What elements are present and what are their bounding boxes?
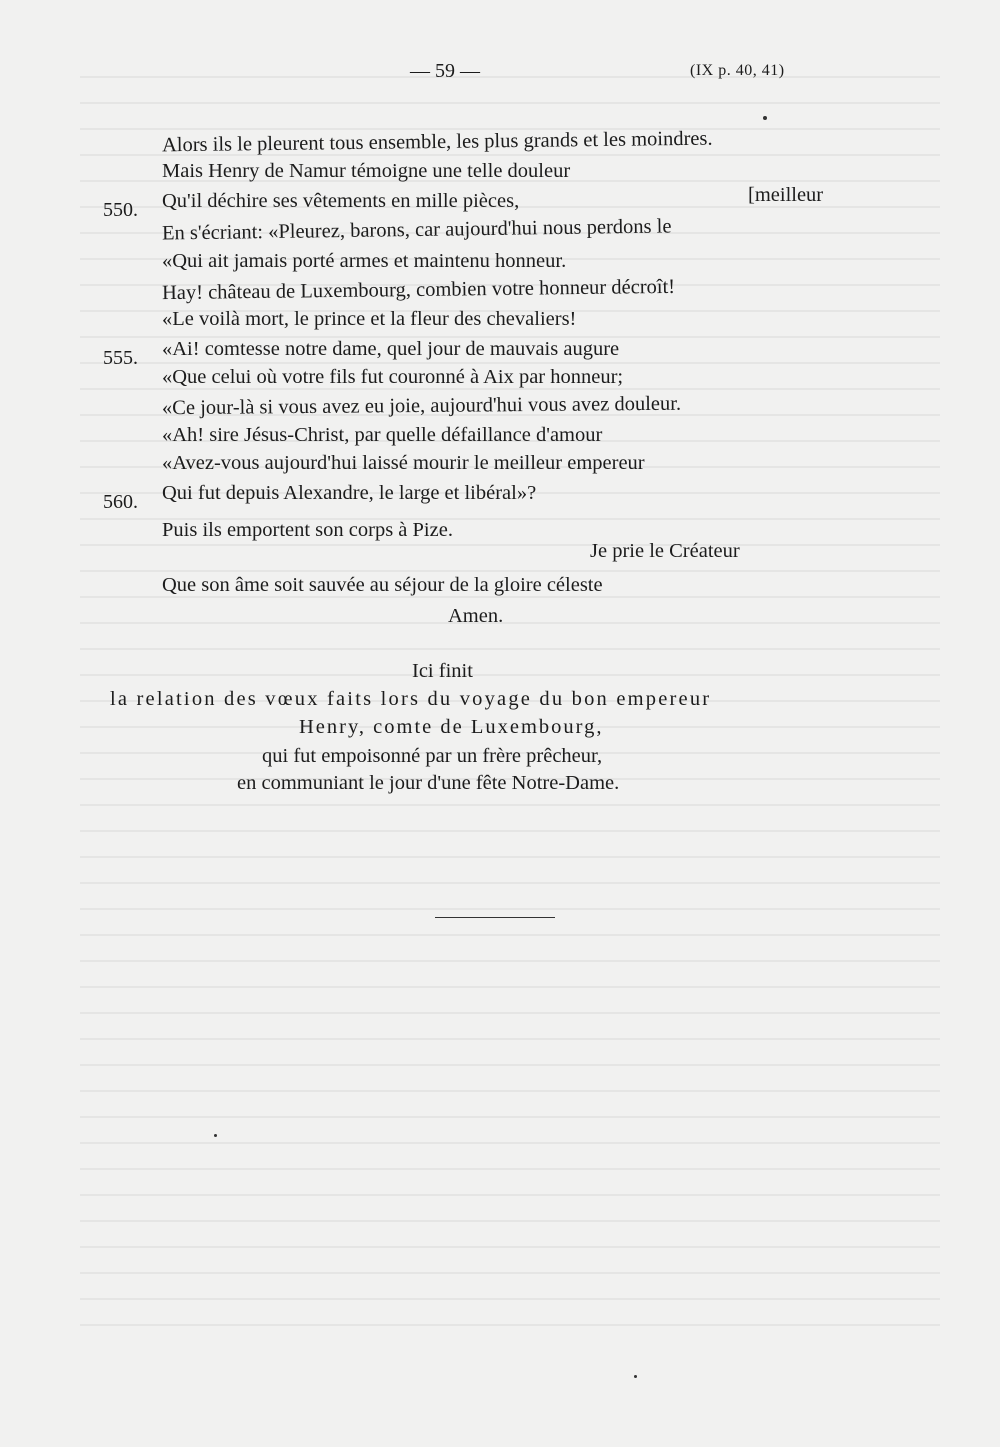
verse-line: Qu'il déchire ses vêtements en mille pièces, (162, 190, 520, 212)
verse-line: Je prie le Créateur (590, 540, 740, 562)
verse-line: «Ce jour-là si vous avez eu joie, aujourd'hui vous avez douleur. (161, 392, 682, 420)
verse-line: «Ai! comtesse notre dame, quel jour de mauvais augure (162, 338, 620, 360)
line-number: 560. (103, 491, 138, 513)
ink-speck (214, 1134, 217, 1137)
line-number: 555. (103, 347, 138, 369)
verse-line: Hay! château de Luxembourg, combien votre honneur décroît! (161, 275, 676, 305)
verse-line: Puis ils emportent son corps à Pize. (162, 519, 453, 541)
end-rule (435, 917, 555, 918)
verse-line: Que son âme soit sauvée au séjour de la gloire céleste (162, 574, 603, 596)
line-number: 550. (103, 199, 138, 221)
verse-line: Alors ils le pleurent tous ensemble, les plus grands et les moindres. (161, 127, 713, 157)
page-number: — 59 — (410, 60, 480, 82)
ink-speck (763, 116, 767, 120)
verse-line: «Avez-vous aujourd'hui laissé mourir le meilleur empereur (162, 452, 645, 474)
colophon-line: en communiant le jour d'une fête Notre-Dame. (237, 772, 620, 794)
verse-line: «Que celui où votre fils fut couronné à Aix par honneur; (162, 366, 624, 388)
colophon-line: Ici finit (412, 660, 473, 682)
verse-line: «Le voilà mort, le prince et la fleur des chevaliers! (162, 308, 577, 330)
verse-line: «Qui ait jamais porté armes et maintenu honneur. (162, 250, 567, 272)
verse-line: Mais Henry de Namur témoigne une telle douleur (162, 160, 571, 182)
verse-line: Amen. (448, 605, 504, 627)
verse-line: En s'écriant: «Pleurez, barons, car aujourd'hui nous perdons le (161, 215, 672, 245)
colophon-line: la relation des vœux faits lors du voyage du bon empereur (110, 688, 712, 710)
colophon-line: Henry, comte de Luxembourg, (299, 716, 604, 738)
colophon-line: qui fut empoisonné par un frère prêcheur, (262, 745, 603, 767)
verse-line: «Ah! sire Jésus-Christ, par quelle défaillance d'amour (162, 424, 603, 446)
ink-speck (634, 1375, 637, 1378)
page-reference: (IX p. 40, 41) (690, 62, 785, 79)
verse-line-overflow: [meilleur (748, 184, 824, 206)
verse-line: Qui fut depuis Alexandre, le large et libéral»? (162, 482, 537, 504)
